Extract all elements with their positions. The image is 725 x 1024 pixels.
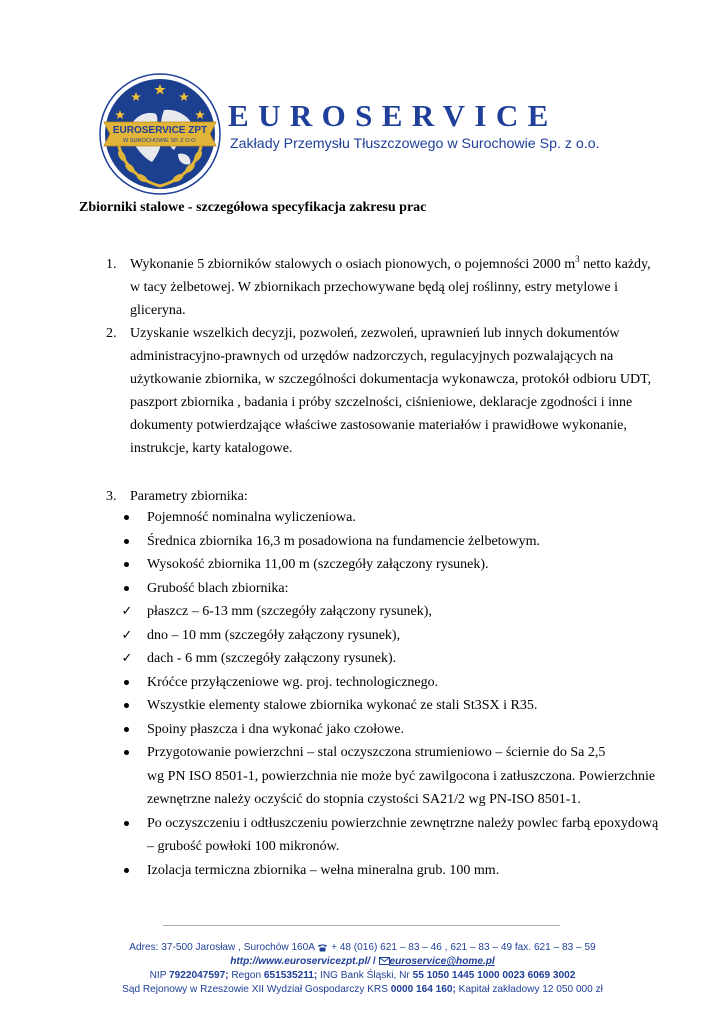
- parameter-text-line: Przygotowanie powierzchni – stal oczyszczona strumieniowo – ściernie do Sa 2,5: [147, 745, 606, 760]
- parameter-item: [120, 718, 650, 742]
- parameter-item: [120, 694, 650, 718]
- footer-separator: /: [370, 956, 379, 967]
- court-label: Sąd Rejonowy w Rzeszowie XII Wydział Gospodarczy KRS: [122, 984, 391, 995]
- checkmark-icon: ✓: [121, 651, 133, 666]
- parameter-text-line: Grubość blach zbiornika:: [147, 580, 289, 596]
- checkmark-icon: ✓: [121, 604, 133, 619]
- list-item-text: [130, 253, 651, 322]
- parameter-item: [120, 741, 656, 812]
- footer-divider: [163, 925, 560, 926]
- text-line: dokumenty potwierdzające właściwe zastosowanie materiałów i prawidłowe wykonanie,: [130, 418, 627, 433]
- text-line: Uzyskanie wszelkich decyzji, pozwoleń, zezwoleń, uprawnień lub innych dokumentów: [130, 326, 620, 341]
- parameter-item: [120, 553, 650, 577]
- parameter-item: [120, 671, 650, 695]
- list-item-3: [106, 485, 248, 508]
- text-line: użytkowanie zbiornika, w szczególności dokumentacja wykonawcza, protokół odbioru UDT,: [130, 372, 652, 387]
- parameter-item: [120, 624, 650, 648]
- parameter-text-line: dno – 10 mm (szczegóły załączony rysunek),: [147, 627, 401, 643]
- parameter-text-line: Pojemność nominalna wyliczeniowa.: [147, 510, 356, 525]
- parameter-text-line: Izolacja termiczna zbiornika – wełna mineralna grub. 100 mm.: [147, 862, 500, 878]
- footer-contact-line: [0, 955, 725, 969]
- parameter-text-line: Średnica zbiornika 16,3 m posadowiona na fundamencie żelbetowym.: [147, 533, 541, 549]
- parameter-text-line: Króćce przyłączeniowe wg. proj. technologicznego.: [147, 674, 439, 690]
- brand-name: EUROSERVICE: [228, 98, 558, 133]
- parameter-text-line: wg PN ISO 8501-1, powierzchnia nie może być zawilgocona i zatłuszczona. Powierzchnie: [147, 768, 656, 784]
- regon-value: 651535211;: [263, 970, 318, 981]
- parameter-item: [120, 506, 650, 530]
- list-number: 3.: [106, 489, 117, 504]
- nip-value: 7922047597;: [169, 970, 229, 981]
- list-item-text: [130, 322, 652, 460]
- parameter-item: [120, 600, 650, 624]
- parameter-text-line: Spoiny płaszcza i dna wykonać jako czołowe.: [147, 721, 404, 737]
- parameter-item: [120, 812, 659, 859]
- phone-icon: [317, 943, 328, 952]
- text-line: gliceryna.: [130, 303, 186, 318]
- document-title: Zbiorniki stalowe - szczegółowa specyfikacja zakresu prac: [79, 200, 427, 215]
- parameter-text-line: zewnętrzne należy oczyścić do stopnia czystości SA21/2 wg PN-ISO 8501-1.: [147, 792, 581, 807]
- text-line: Wykonanie 5 zbiorników stalowych o osiach pionowych, o pojemności 2000 m: [130, 257, 576, 272]
- text-line: instrukcje, karty katalogowe.: [130, 441, 293, 456]
- website-link[interactable]: http://www.euroservicezpt.pl/: [230, 956, 371, 967]
- footer-court-line: [0, 983, 725, 997]
- krs-value: 0000 164 160;: [390, 984, 456, 995]
- params-label: Parametry zbiornika:: [130, 489, 248, 504]
- footer-address-line: [0, 941, 725, 955]
- text-line: paszport zbiornika , badania i próby szczelności, ciśnieniowe, deklaracje zgodności i inne: [130, 395, 633, 410]
- parameter-item: [120, 530, 650, 554]
- text-line: administracyjno-prawnych od urzędów nadzorczych, regulacyjnych pozwalających na: [130, 349, 614, 364]
- parameters-list: [120, 506, 659, 882]
- logo-text-sub: W SUROCHOWIE SP. Z O.O.: [122, 138, 198, 144]
- parameter-text-line: Wysokość zbiornika 11,00 m (szczegóły załączony rysunek).: [147, 557, 489, 572]
- parameter-text-line: Wszystkie elementy stalowe zbiornika wykonać ze stali St3SX i R35.: [147, 698, 538, 713]
- company-logo: [98, 72, 222, 196]
- logo-text-main: EUROSERVICE ZPT: [112, 125, 208, 136]
- list-number: 2.: [106, 326, 117, 341]
- parameter-text-line: płaszcz – 6-13 mm (szczegóły załączony rysunek),: [147, 604, 432, 619]
- text-line: w tacy żelbetowej. W zbiornikach przechowywane będą olej roślinny, estry metylowe i: [130, 280, 619, 295]
- superscript: 3: [575, 254, 580, 264]
- footer: [0, 941, 725, 997]
- parameter-text-line: – grubość powłoki 100 mikronów.: [147, 839, 340, 854]
- nip-label: NIP: [149, 970, 170, 981]
- parameter-text-line: dach - 6 mm (szczegóły załączony rysunek).: [147, 651, 397, 666]
- text-line: netto każdy,: [579, 257, 651, 272]
- parameter-item: [120, 577, 650, 601]
- parameter-text-line: Po oczyszczeniu i odtłuszczeniu powierzchnie zewnętrzne należy powlec farbą epoxydową: [147, 815, 659, 831]
- brand-subtitle: Zakłady Przemysłu Tłuszczowego w Surochowie Sp. z o.o.: [230, 136, 600, 152]
- footer-registry-line: [0, 969, 725, 983]
- list-number: 1.: [106, 257, 117, 272]
- checkmark-icon: ✓: [121, 627, 133, 643]
- bank-account: 55 1050 1445 1000 0023 6069 3002: [412, 970, 576, 981]
- bank-label: ING Bank Śląski, Nr: [317, 970, 413, 981]
- footer-address: Adres: 37-500 Jarosław , Surochów 160A: [129, 942, 318, 953]
- parameter-item: [120, 647, 650, 671]
- parameter-item: [120, 859, 650, 883]
- envelope-icon: [379, 957, 390, 965]
- regon-label: Regon: [228, 970, 264, 981]
- email-link[interactable]: euroservice@home.pl: [389, 956, 495, 967]
- footer-phones: + 48 (016) 621 – 83 – 46 , 621 – 83 – 49 fax. 621 – 83 – 59: [328, 942, 596, 953]
- capital-text: Kapitał zakładowy 12 050 000 zł: [455, 984, 603, 995]
